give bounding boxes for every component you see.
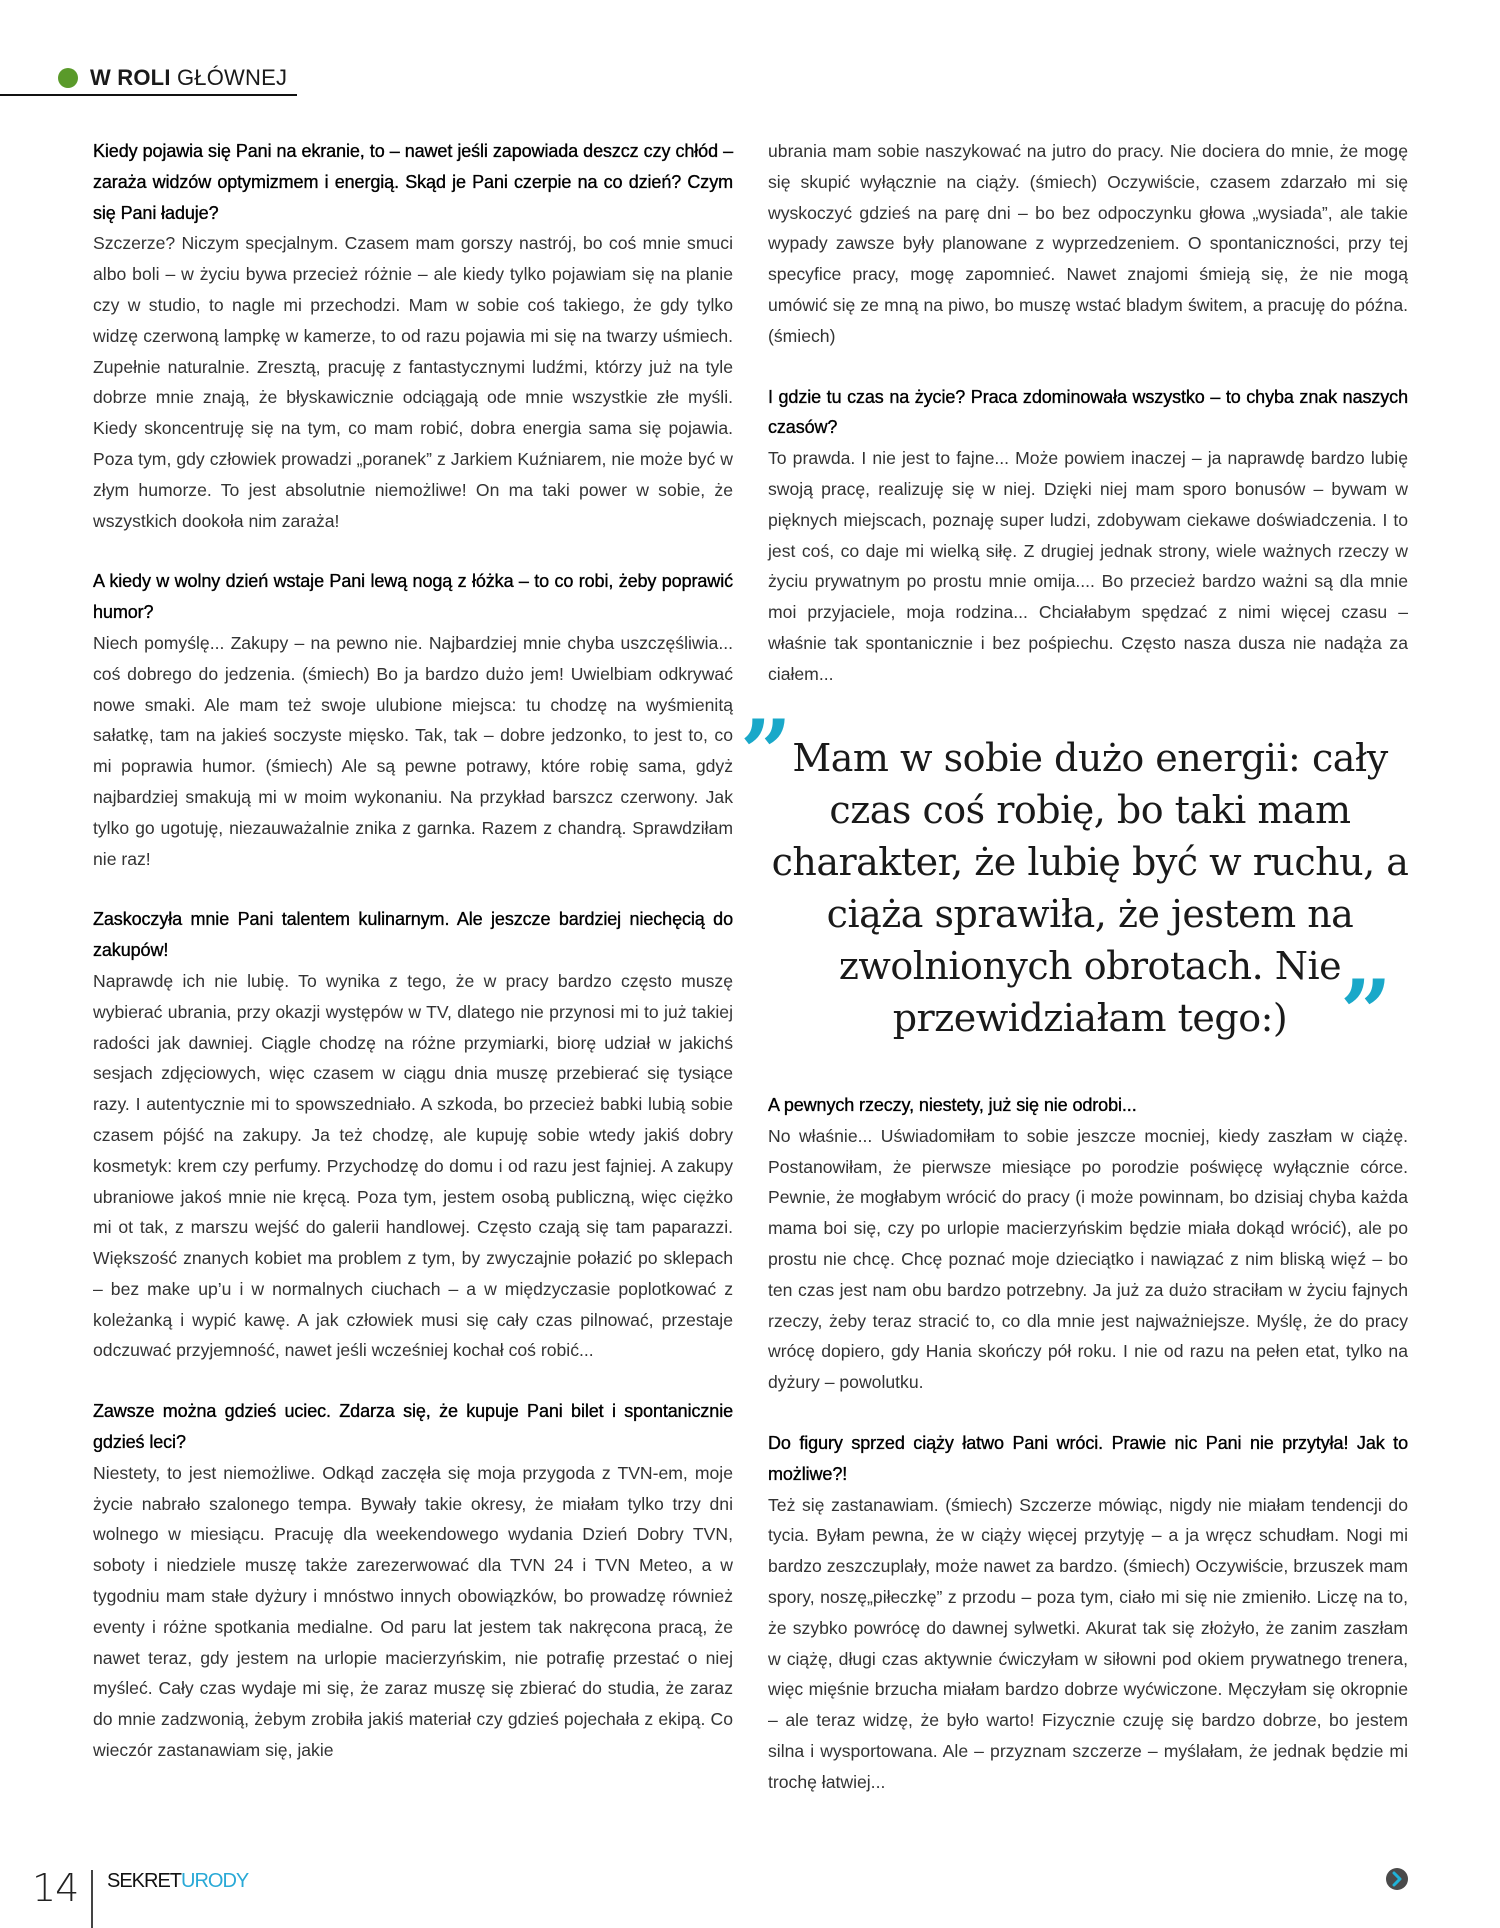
section-title-bold: W ROLI [90, 65, 171, 90]
interview-question: A kiedy w wolny dzień wstaje Pani lewą nogą z łóżka – to co robi, żeby poprawić humor? [93, 571, 733, 623]
page-number: 14 [32, 1866, 79, 1910]
section-header [0, 62, 297, 96]
article-left-column [93, 136, 733, 1796]
next-page-button[interactable] [1386, 1868, 1408, 1890]
magazine-brand [107, 1870, 248, 1893]
footer-divider [91, 1870, 93, 1928]
qa-block [93, 566, 733, 874]
section-title-light: GŁÓWNEJ [176, 65, 288, 90]
green-dot-icon [58, 68, 78, 88]
interview-question: I gdzie tu czas na życie? Praca zdominowała wszystko – to chyba znak naszych czasów? [768, 386, 1408, 438]
interview-answer: ubrania mam sobie naszykować na jutro do pracy. Nie dociera do mnie, że mogę się skupić wyłącznie na ciąży. (śmiech) Oczywiście, czasem zdarzało mi się wyskoczyć gdzieś na parę dni – bo bez odpoczynku głowa „wysiada”, ale takie wypady zawsze były planowane z wyprzedzeniem. O spontaniczności, przy tej specyfice pracy, mogę zapomnieć. Nawet znajomi śmieją się, że nie mogą umówić się ze mną na piwo, bo muszę wstać bladym świtem, a pracuję do późna. (śmiech) [768, 141, 1408, 346]
interview-answer: Też się zastanawiam. (śmiech) Szczerze mówiąc, nigdy nie miałam tendencji do tycia. Byłam pewna, że w ciąży więcej przytyję – a ja wręcz schudłam. Nogi mi bardzo zeszczuplały, może nawet za bardzo. (śmiech) Oczywiście, brzuszek mam spory, noszę„piłeczkę” z przodu – poza tym, ciało mi się nie zmieniło. Liczę na to, że szybko powrócę do dawnej sylwetki. Akurat tak się złożyło, że zanim zaszłam w ciążę, długi czas aktywnie ćwiczyłam w siłowni pod okiem prywatnego trenera, więc mięśnie brzucha miałam bardzo dobrze wyćwiczone. Męczyłam się okropnie – ale teraz widzę, że było warto! Fizycznie czuję się bardzo dobrze, bo jestem silna i wysportowana. Ale – przyznam szczerze – myślałam, że jednak będzie mi trochę łatwiej... [768, 1494, 1408, 1792]
qa-block [93, 136, 733, 536]
article-right-column-top [768, 136, 1408, 720]
article-right-column-bottom [768, 1090, 1408, 1828]
qa-continuation [768, 136, 1408, 352]
qa-block [768, 382, 1408, 690]
section-title [90, 65, 287, 91]
pull-quote-text: Mam w sobie dużo energii: cały czas coś robię, bo taki mam charakter, że lubię być w ruchu, a ciąża sprawiła, że jestem na zwolnionych obrotach. Nie przewidziałam tego:) [771, 736, 1409, 1040]
qa-block [768, 1090, 1408, 1398]
interview-answer: Naprawdę ich nie lubię. To wynika z tego, że w pracy bardzo często muszę wybierać ubrania, przy okazji występów w TV, dlatego nie przynosi mi to już takiej radości jak dawniej. Ciągle chodzę na różne przymiarki, biorę udział w jakichś sesjach zdjęciowych, więc czasem w ciągu dnia muszę przebierać się tysiące razy. I autentycznie mi to spowszedniało. A szkoda, bo przecież babki lubią sobie czasem pójść na zakupy. Ja też chodzę, ale kupuję sobie wtedy jakiś dobry kosmetyk: krem czy perfumy. Przychodzę do domu i od razu jest fajniej. A zakupy ubraniowe jakoś mnie nie kręcą. Poza tym, jestem osobą publiczną, więc ciężko mi ot tak, z marszu wejść do galerii handlowej. Często czają się tam paparazzi. Większość znanych kobiet ma problem z tym, by zwyczajnie połazić po sklepach – bez make up’u i w normalnych ciuchach – a w międzyczasie poplotkować z koleżanką i wypić kawę. A jak człowiek musi się cały czas pilnować, przestaje odczuwać przyjemność, nawet jeśli wcześniej kochał coś robić... [93, 970, 733, 1361]
interview-answer: No właśnie... Uświadomiłam to sobie jeszcze mocniej, kiedy zaszłam w ciążę. Postanowiłam, że pierwsze miesiące po porodzie poświęcę wyłącznie córce. Pewnie, że mogłabym wrócić do pracy (i może powinnam, bo dzisiaj chyba każda mama boi się, czy po urlopie macierzyńskim będzie miała dokąd wrócić), ale po prostu nie chcę. Chcę poznać moje dzieciątko i nawiązać z nim bliską więź – bo ten czas jest nam obu bardzo potrzebny. Ja już za dużo straciłam w życiu fajnych rzeczy, żeby teraz stracić to, co dla mnie jest najważniejsze. Myślę, że do pracy wrócę dopiero, gdy Hania skończy pół roku. I nie od razu na pełen etat, tylko na dyżury – powolutku. [768, 1125, 1408, 1393]
interview-answer: Niech pomyślę... Zakupy – na pewno nie. Najbardziej mnie chyba uszczęśliwia... coś dobrego do jedzenia. (śmiech) Bo ja bardzo dużo jem! Uwielbiam odkrywać nowe smaki. Ale mam też swoje ulubione miejsca: tu chodzę na wyśmienitą sałatkę, tam na jakieś soczyste mięsko. Tak, tak – dobre jedzonko, to jest to, co mi poprawia humor. (śmiech) Ale są pewne potrawy, które robię sama, gdyż najbardziej smakują mi w moim wykonaniu. Na przykład barszcz czerwony. Jak tylko go ugotuję, niezauważalnie znika z garnka. Razem z chandrą. Sprawdziłam nie raz! [93, 632, 733, 869]
interview-question: Do figury sprzed ciąży łatwo Pani wróci. Prawie nic Pani nie przytyła! Jak to możliwe?! [768, 1432, 1408, 1484]
open-quote-icon: ” [740, 700, 792, 806]
qa-block [93, 1396, 733, 1766]
brand-dark: SEKRET [107, 1870, 182, 1892]
qa-block [768, 1428, 1408, 1798]
chevron-right-icon [1386, 1868, 1408, 1890]
interview-answer: To prawda. I nie jest to fajne... Może powiem inaczej – ja naprawdę bardzo lubię swoją pracę, realizuję się w niej. Dzięki niej mam sporo bonusów – bywam w pięknych miejscach, poznaję super ludzi, zdobywam ciekawe doświadczenia. I to jest coś, co daje mi wielką siłę. Z drugiej jednak strony, wiele ważnych rzeczy w życiu prywatnym po prostu mnie omija.... Bo przecież bardzo ważni są dla mnie moi przyjaciele, moja rodzina... Chciałabym spędzać z nimi więcej czasu – właśnie tak spontanicznie i bez pośpiechu. Często nasza dusza nie nadąża za ciałem... [768, 448, 1408, 684]
interview-question: A pewnych rzeczy, niestety, już się nie odrobi... [768, 1095, 1137, 1115]
brand-accent: URODY [181, 1870, 249, 1892]
interview-answer: Szczerze? Niczym specjalnym. Czasem mam gorszy nastrój, bo coś mnie smuci albo boli – w życiu bywa przecież różnie – ale kiedy tylko pojawiam się na planie czy w studio, to nagle mi przechodzi. Mam w sobie coś takiego, że gdy tylko widzę czerwoną lampkę w kamerze, to od razu pojawia mi się na twarzy uśmiech. Zupełnie naturalnie. Zresztą, pracuję z fantastycznymi ludźmi, którzy już na tyle dobrze mnie znają, że błyskawicznie odciągają ode mnie wszystkie złe myśli. Kiedy skoncentruję się na tym, co mam robić, dobra energia sama się pojawia. Poza tym, gdy człowiek prowadzi „poranek” z Jarkiem Kuźniarem, nie może być w złym humorze. To jest absolutnie niemożliwe! On ma taki power w sobie, że wszystkich dookoła nim zaraża! [93, 233, 733, 531]
interview-answer: Niestety, to jest niemożliwe. Odkąd zaczęła się moja przygoda z TVN-em, moje życie nabrało szalonego tempa. Bywały takie okresy, że miałam tylko trzy dni wolnego w miesiącu. Pracuję dla weekendowego wydania Dzień Dobry TVN, soboty i niedziele muszę także zarezerwować dla TVN 24 i TVN Meteo, a w tygodniu mam stałe dyżury i mnóstwo innych obowiązków, bo prowadzę również eventy i różne spotkania medialne. Od paru lat jestem tak nakręcona pracą, że nawet teraz, gdy jestem na urlopie macierzyńskim, nie potrafię przestać o niej myśleć. Cały czas wydaje mi się, że zaraz muszę się zbierać do studia, że zaraz do mnie zadzwonią, żebym zrobiła jakiś materiał czy gdzieś pojechała z ekipą. Co wieczór zastanawiam się, jakie [93, 1462, 733, 1761]
interview-question: Zawsze można gdzieś uciec. Zdarza się, że kupuje Pani bilet i spontanicznie gdzieś leci? [93, 1401, 733, 1453]
pull-quote [740, 700, 1420, 1066]
close-quote-icon: ” [1340, 960, 1392, 1066]
interview-question: Zaskoczyła mnie Pani talentem kulinarnym. Ale jeszcze bardziej niechęcią do zakupów! [93, 909, 733, 961]
interview-question: Kiedy pojawia się Pani na ekranie, to – nawet jeśli zapowiada deszcz czy chłód – zaraża widzów optymizmem i energią. Skąd je Pani czerpie na co dzień? Czym się Pani ładuje? [93, 141, 733, 223]
qa-block [93, 904, 733, 1366]
